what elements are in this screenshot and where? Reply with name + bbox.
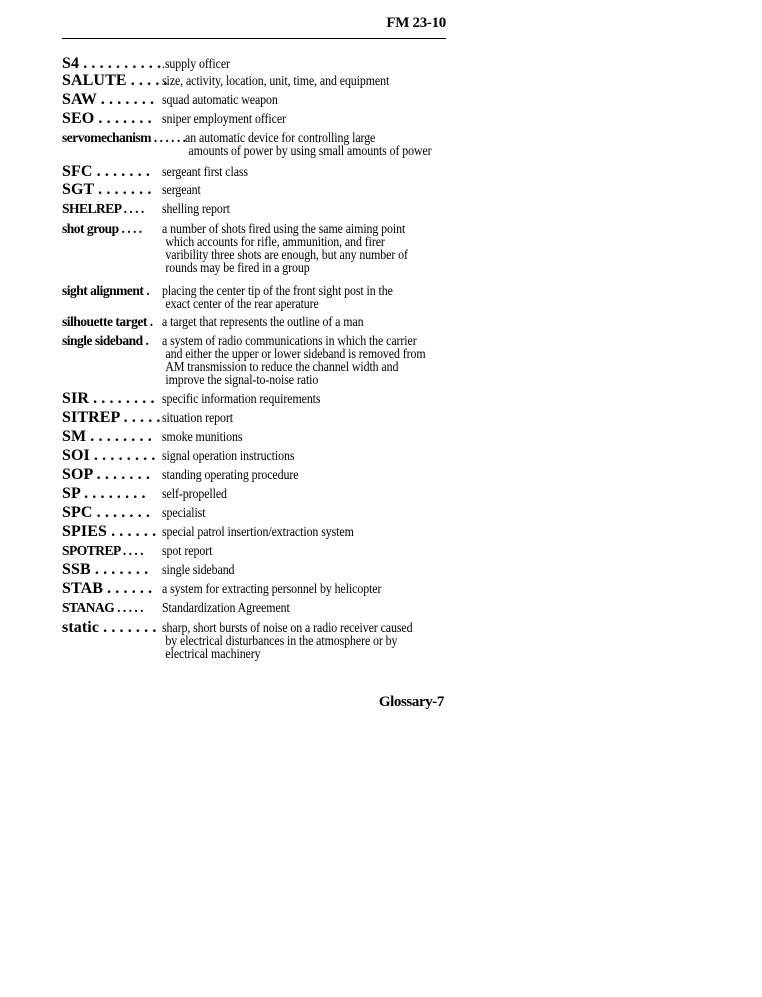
glossary-term: sight alignment .	[62, 283, 150, 298]
glossary-definition	[162, 390, 320, 406]
glossary-definition	[162, 523, 354, 539]
glossary-term: shot group . . . .	[62, 221, 142, 236]
glossary-entry	[62, 542, 462, 560]
glossary-term: SGT . . . . . . .	[62, 181, 152, 198]
glossary-definition	[162, 447, 294, 463]
definition-line: a number of shots fired using the same aiming point	[162, 222, 406, 237]
definition-line: Standardization Agreement	[162, 601, 290, 616]
glossary-definition	[162, 466, 298, 482]
definition-line: amounts of power by using small amounts of power	[188, 144, 433, 159]
glossary-entry	[62, 200, 462, 218]
glossary-entry	[62, 428, 462, 446]
definition-line: AM transmission to reduce the channel width and	[165, 360, 399, 375]
definition-line: a system of radio communications in which the carrier	[162, 334, 417, 349]
glossary-definition	[162, 110, 286, 126]
glossary-term: SOP . . . . . . .	[62, 466, 150, 483]
glossary-definition	[162, 332, 426, 387]
header-rule	[62, 38, 446, 39]
glossary-entry	[62, 72, 462, 90]
glossary-term: SFC . . . . . . .	[62, 163, 150, 180]
glossary-definition	[185, 129, 432, 158]
definition-line: a target that represents the outline of a man	[162, 315, 364, 330]
definition-line: spot report	[162, 544, 213, 559]
definition-line: single sideband	[162, 563, 235, 578]
glossary-definition	[162, 220, 408, 275]
glossary-term: SM . . . . . . . .	[62, 428, 152, 445]
definition-line: rounds may be fired in a group	[165, 261, 310, 276]
glossary-term: STANAG . . . . .	[62, 600, 144, 615]
definition-line: special patrol insertion/extraction system	[162, 525, 354, 540]
glossary-term: S4 . . . . . . . . . .	[62, 55, 162, 72]
glossary-term: SALUTE . . . . .	[62, 72, 168, 89]
glossary-entry	[62, 409, 462, 427]
glossary-entry	[62, 129, 462, 158]
glossary-term: SEO . . . . . . .	[62, 110, 152, 127]
glossary-term: servomechanism . . . . . .	[62, 130, 186, 145]
definition-line: varibility three shots are enough, but any number of	[165, 248, 408, 263]
glossary-definition	[162, 580, 381, 596]
glossary-term: SAW . . . . . . .	[62, 91, 155, 108]
glossary-definition	[162, 599, 290, 615]
definition-line: standing operating procedure	[162, 468, 299, 483]
glossary-entry	[62, 91, 462, 109]
glossary-definition	[162, 72, 389, 88]
page-number: Glossary-7	[378, 694, 444, 710]
definition-line: smoke munitions	[162, 430, 243, 445]
glossary-entry	[62, 163, 462, 181]
glossary-entry	[62, 561, 462, 579]
definition-line: specialist	[162, 506, 206, 521]
glossary-definition	[162, 282, 393, 311]
glossary-definition	[162, 561, 234, 577]
definition-line: sergeant	[162, 183, 201, 198]
glossary-entry	[62, 523, 462, 541]
definition-line: signal operation instructions	[162, 449, 295, 464]
glossary-definition	[162, 163, 248, 179]
definition-line: .supply officer	[162, 57, 230, 72]
glossary-definition	[162, 181, 201, 197]
definition-line: sharp, short bursts of noise on a radio receiver caused	[162, 621, 413, 636]
glossary-entry	[62, 110, 462, 128]
definition-line: by electrical disturbances in the atmosphere or by	[165, 634, 398, 649]
definition-line: placing the center tip of the front sight post in the	[162, 284, 393, 299]
glossary-definition	[162, 409, 233, 425]
glossary-entry	[62, 220, 462, 275]
glossary-definition	[162, 200, 230, 216]
definition-line: size, activity, location, unit, time, and equipment	[162, 74, 390, 89]
glossary-definition	[162, 313, 363, 329]
glossary-entry	[62, 332, 462, 387]
glossary-definition	[162, 91, 278, 107]
definition-line: improve the signal-to-noise ratio	[165, 373, 319, 388]
glossary-term: silhouette target .	[62, 314, 153, 329]
glossary-entry	[62, 313, 462, 331]
glossary-entry	[62, 599, 462, 617]
glossary-term: SP . . . . . . . .	[62, 485, 146, 502]
definition-line: situation report	[162, 411, 234, 426]
glossary-entry	[62, 282, 462, 311]
definition-line: squad automatic weapon	[162, 93, 278, 108]
definition-line: sergeant first class	[162, 165, 248, 180]
glossary-term: STAB . . . . . .	[62, 580, 153, 597]
glossary-entry	[62, 181, 462, 199]
definition-line: exact center of the rear aperature	[165, 297, 319, 312]
glossary-entry	[62, 504, 462, 522]
glossary-definition	[162, 485, 227, 501]
glossary-entry	[62, 466, 462, 484]
glossary-definition	[162, 55, 230, 71]
definition-line: specific information requirements	[162, 392, 321, 407]
definition-line: shelling report	[162, 202, 230, 217]
definition-line: an automatic device for controlling large	[185, 131, 376, 146]
glossary-term: SPC . . . . . . .	[62, 504, 150, 521]
glossary-term: SHELREP . . . .	[62, 201, 144, 216]
glossary-entry	[62, 619, 462, 661]
definition-line: which accounts for rifle, ammunition, and firer	[165, 235, 385, 250]
definition-line: a system for extracting personnel by helicopter	[162, 582, 382, 597]
definition-line: self-propelled	[162, 487, 227, 502]
glossary-definition	[162, 428, 242, 444]
glossary-entry	[62, 485, 462, 503]
definition-line: electrical machinery	[165, 647, 261, 662]
glossary-definition	[162, 542, 212, 558]
glossary-entry	[62, 55, 462, 73]
glossary-definition	[162, 619, 412, 661]
definition-line: and either the upper or lower sideband is removed from	[165, 347, 426, 362]
glossary-term: static . . . . . . .	[62, 619, 157, 636]
glossary-term: SPIES . . . . . .	[62, 523, 157, 540]
glossary-term: SITREP . . . . .	[62, 409, 161, 426]
glossary-term: SOI . . . . . . . .	[62, 447, 156, 464]
glossary-entry	[62, 390, 462, 408]
glossary-definition	[162, 504, 205, 520]
glossary-term: SPOTREP . . . .	[62, 543, 144, 558]
glossary-entry	[62, 580, 462, 598]
glossary-term: single sideband .	[62, 333, 149, 348]
glossary-term: SIR . . . . . . . .	[62, 390, 155, 407]
definition-line: sniper employment officer	[162, 112, 286, 127]
glossary-term: SSB . . . . . . .	[62, 561, 149, 578]
document-code: FM 23-10	[386, 15, 446, 31]
glossary-entry	[62, 447, 462, 465]
